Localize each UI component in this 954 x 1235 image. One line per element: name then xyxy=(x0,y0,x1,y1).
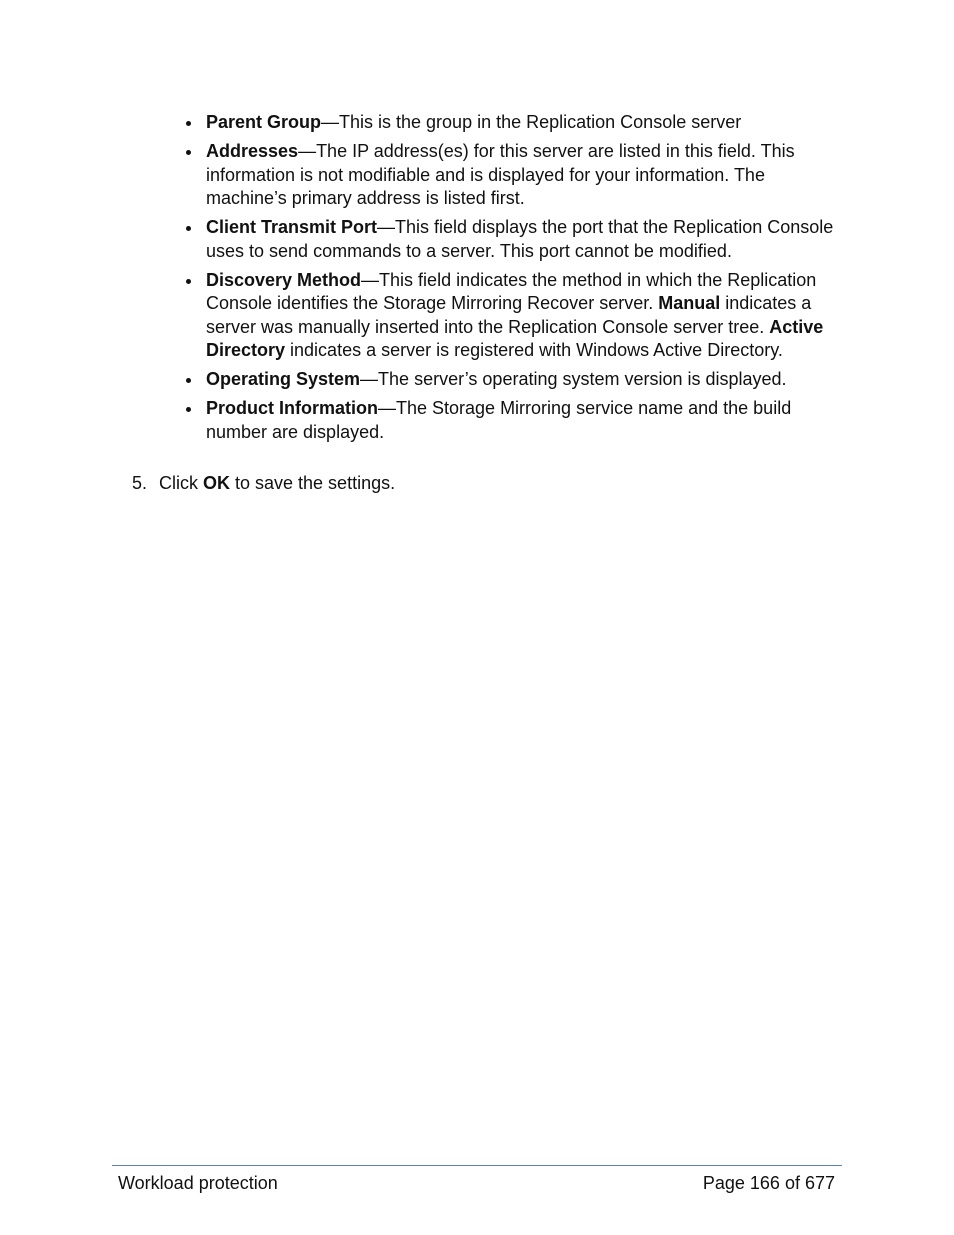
bullet-text: —This field displays the port that the Replication Console uses to send commands to a server. This port cannot be modified. xyxy=(206,217,834,261)
bullet-icon xyxy=(186,407,191,412)
step-5 xyxy=(132,472,395,496)
bullet-text: —The server’s operating system version is displayed. xyxy=(360,369,787,389)
step-text: Click xyxy=(159,473,203,493)
bullet-term: Operating System xyxy=(206,369,361,389)
bullet-term-manual: Manual xyxy=(658,293,721,313)
bullet-icon xyxy=(186,378,191,383)
bullet-parent-group xyxy=(186,111,846,135)
bullet-text: indicates a server was manually inserted into the Replication Console server tree. xyxy=(206,293,812,337)
bullet-discovery-method xyxy=(186,269,846,363)
bullet-term: Addresses xyxy=(206,141,299,161)
bullet-icon xyxy=(186,150,191,155)
bullet-addresses xyxy=(186,140,846,211)
bullet-term: Client Transmit Port xyxy=(206,217,378,237)
bullet-text: —The Storage Mirroring service name and the build number are displayed. xyxy=(206,398,792,442)
step-text: to save the settings. xyxy=(230,473,396,493)
footer-page-number: Page 166 of 677 xyxy=(702,1173,835,1193)
bullet-icon xyxy=(186,226,191,231)
step-number: 5. xyxy=(132,473,148,493)
bullet-term-active-directory: Active Directory xyxy=(206,316,824,360)
bullet-operating-system xyxy=(186,368,846,392)
bullet-icon xyxy=(186,121,191,126)
bullet-term: Discovery Method xyxy=(206,269,362,290)
bullet-text: —The IP address(es) for this server are listed in this field. This information is not modifiable and is displayed for your information. The machine’s primary address is listed first. xyxy=(206,141,795,208)
bullet-term: Product Information xyxy=(206,398,378,418)
bullet-text: —This is the group in the Replication Console server xyxy=(321,112,742,132)
bullet-term: Parent Group xyxy=(206,112,322,132)
bullet-icon xyxy=(186,279,191,284)
bullet-text: —This field indicates the method in which the Replication Console identifies the Storage Mirroring Recover server. xyxy=(206,269,817,313)
property-bullet-list xyxy=(186,111,846,450)
bullet-text: indicates a server is registered with Windows Active Directory. xyxy=(285,340,783,360)
footer-divider xyxy=(112,1165,842,1166)
bullet-client-transmit-port xyxy=(186,216,846,263)
bullet-product-information xyxy=(186,397,846,444)
step-ok-term: OK xyxy=(203,473,230,493)
footer-section-title: Workload protection xyxy=(118,1173,278,1193)
